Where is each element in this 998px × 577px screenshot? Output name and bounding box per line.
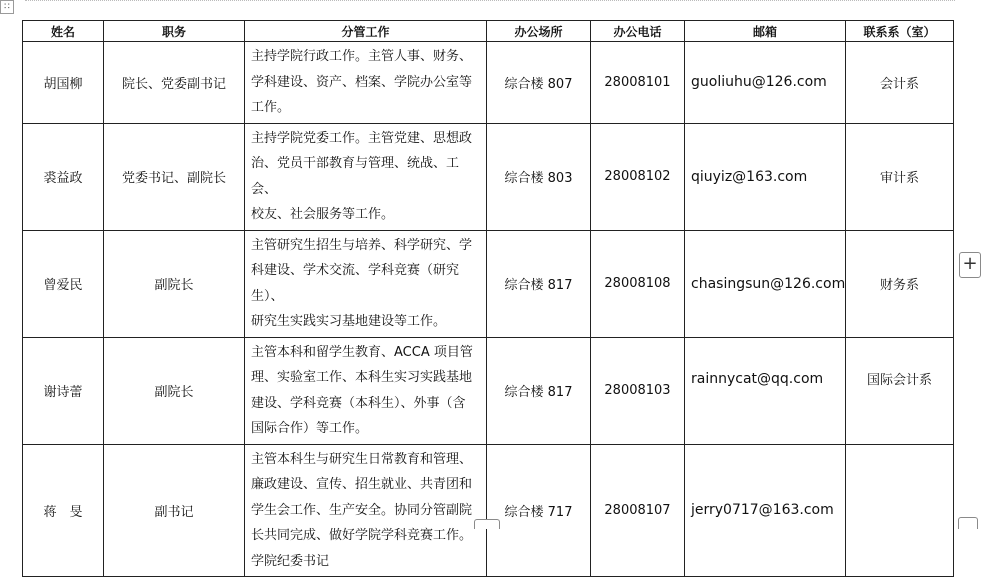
cell-name[interactable]: 裘益政 xyxy=(23,123,104,230)
cell-department[interactable] xyxy=(846,444,954,577)
cell-position[interactable]: 副书记 xyxy=(104,444,245,577)
table-row xyxy=(23,230,954,337)
header-office: 办公场所 xyxy=(487,21,591,42)
cell-email[interactable]: guoliuhu@126.com xyxy=(685,42,846,124)
header-phone: 办公电话 xyxy=(591,21,685,42)
cell-department[interactable]: 财务系 xyxy=(846,230,954,337)
table-header-row xyxy=(23,21,954,42)
table-row xyxy=(23,444,954,577)
table-row xyxy=(23,123,954,230)
table-row xyxy=(23,42,954,124)
table-row xyxy=(23,337,954,444)
cell-email[interactable]: jerry0717@163.com xyxy=(685,444,846,577)
cell-office[interactable]: 综合楼 817 xyxy=(487,230,591,337)
cell-name[interactable]: 胡国柳 xyxy=(23,42,104,124)
cell-email-text: rainnycat@qq.com xyxy=(691,370,824,387)
cell-department[interactable]: 会计系 xyxy=(846,42,954,124)
cell-department[interactable] xyxy=(846,337,954,444)
header-email: 邮箱 xyxy=(685,21,846,42)
cell-phone[interactable]: 28008101 xyxy=(591,42,685,124)
cell-office[interactable]: 综合楼 807 xyxy=(487,42,591,124)
cell-phone[interactable]: 28008107 xyxy=(591,444,685,577)
cell-position[interactable]: 党委书记、副院长 xyxy=(104,123,245,230)
header-position: 职务 xyxy=(104,21,245,42)
cell-email[interactable] xyxy=(685,337,846,444)
cell-position[interactable]: 副院长 xyxy=(104,230,245,337)
cell-phone[interactable]: 28008102 xyxy=(591,123,685,230)
table-resize-handle[interactable] xyxy=(958,517,978,529)
cell-department[interactable]: 审计系 xyxy=(846,123,954,230)
cell-office[interactable]: 综合楼 817 xyxy=(487,337,591,444)
cell-email[interactable]: chasingsun@126.com xyxy=(685,230,846,337)
cell-name[interactable]: 曾爱民 xyxy=(23,230,104,337)
cell-name[interactable]: 谢诗蕾 xyxy=(23,337,104,444)
cell-position[interactable]: 副院长 xyxy=(104,337,245,444)
plus-icon: + xyxy=(962,253,978,274)
page-margin-line xyxy=(25,0,955,1)
table-move-handle-icon[interactable]: ∷ xyxy=(0,0,14,14)
cell-name[interactable]: 蒋 旻 xyxy=(23,444,104,577)
cell-duties[interactable]: 主持学院党委工作。主管党建、思想政 治、党员干部教育与管理、统战、工会、 校友、社会服务等工作。 xyxy=(245,123,487,230)
cell-department-text: 国际会计系 xyxy=(866,373,932,388)
cell-email[interactable]: qiuyiz@163.com xyxy=(685,123,846,230)
cell-duties[interactable]: 主管本科和留学生教育、ACCA 项目管 理、实验室工作、本科生实习实践基地 建设、学科竞赛（本科生）、外事（含 国际合作）等工作。 xyxy=(245,337,487,444)
header-department: 联系系（室） xyxy=(846,21,954,42)
cell-phone[interactable]: 28008103 xyxy=(591,337,685,444)
cell-duties[interactable]: 主管研究生招生与培养、科学研究、学 科建设、学术交流、学科竞赛（研究生）、 研究生实践实习基地建设等工作。 xyxy=(245,230,487,337)
cell-duties[interactable]: 主管本科生与研究生日常教育和管理、 廉政建设、宣传、招生就业、共青团和 学生会工作、生产安全。协同分管副院 长共同完成、做好学院学科竞赛工作。 学院纪委书记 xyxy=(245,444,487,577)
cell-position[interactable]: 院长、党委副书记 xyxy=(104,42,245,124)
cell-duties[interactable]: 主持学院行政工作。主管人事、财务、 学科建设、资产、档案、学院办公室等 工作。 xyxy=(245,42,487,124)
cell-office[interactable]: 综合楼 803 xyxy=(487,123,591,230)
leadership-table xyxy=(22,20,954,577)
header-duties: 分管工作 xyxy=(245,21,487,42)
add-column-button[interactable] xyxy=(959,252,981,278)
header-name: 姓名 xyxy=(23,21,104,42)
cell-office[interactable]: 综合楼 717 xyxy=(487,444,591,577)
add-row-button[interactable] xyxy=(474,519,500,529)
cell-phone[interactable]: 28008108 xyxy=(591,230,685,337)
